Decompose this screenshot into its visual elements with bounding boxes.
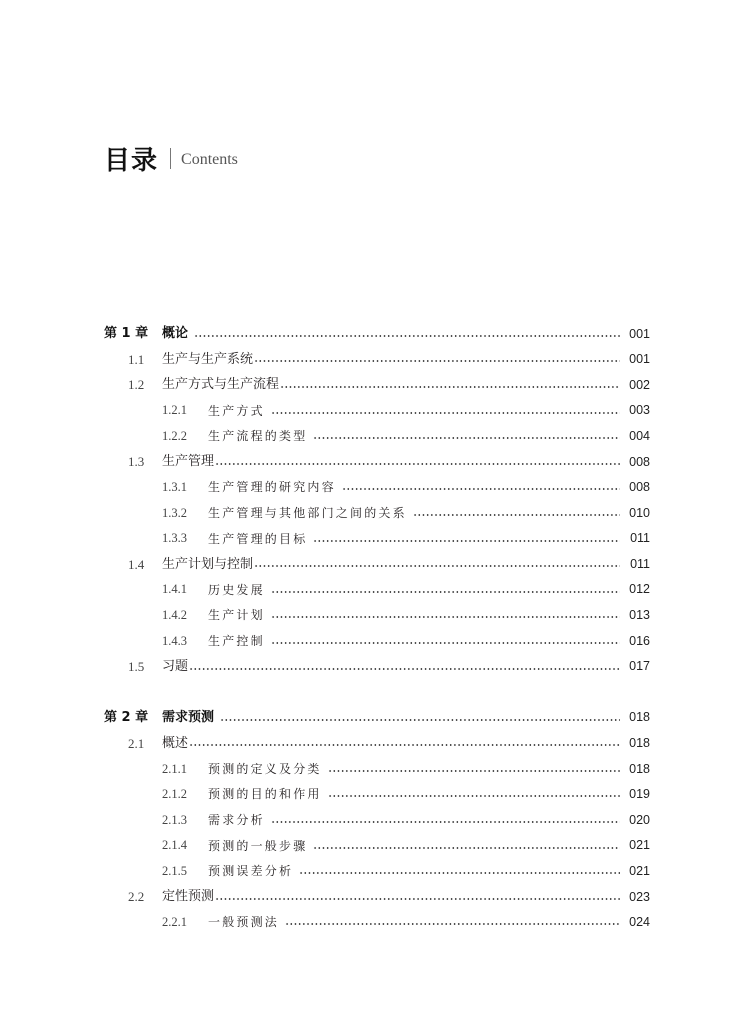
toc-page-number: 011: [630, 556, 650, 571]
dot-leader: [271, 616, 620, 618]
toc-entry-title: 生产计划: [208, 608, 265, 623]
toc-entry-title: 生产方式与生产流程: [162, 377, 280, 393]
toc-subsection-entry[interactable]: [104, 526, 650, 552]
toc-subsection-entry[interactable]: [104, 500, 650, 526]
toc-page-number: 016: [629, 633, 650, 648]
toc-section-entry[interactable]: [104, 551, 650, 577]
dot-leader: [285, 923, 620, 925]
toc-entry-title: 需求分析: [208, 813, 265, 828]
toc-subsection-entry[interactable]: [104, 782, 650, 808]
toc-entry-number: 2.1.2: [162, 787, 187, 802]
dot-leader: [271, 412, 620, 414]
toc-subsection-entry[interactable]: [104, 423, 650, 449]
toc-page-number: 003: [629, 403, 650, 418]
toc-chapter-entry[interactable]: [104, 321, 650, 347]
dot-leader: [215, 898, 620, 900]
toc-entry-number: 第 1 章: [104, 326, 149, 342]
toc-page-number: 008: [629, 480, 650, 495]
page-title: 目录: [104, 145, 159, 176]
title-divider: [170, 148, 171, 169]
toc-page-number: 017: [629, 659, 650, 674]
toc-entry-title: 概论: [162, 326, 189, 342]
toc-entry-number: 2.1.3: [162, 812, 187, 827]
toc-entry-title: 习题: [162, 659, 189, 675]
toc-entry-title: 生产管理的研究内容: [208, 480, 336, 495]
toc-subsection-entry[interactable]: [104, 475, 650, 501]
toc-entry-number: 1.3.2: [162, 505, 187, 520]
toc-entry-title: 生产与生产系统: [162, 351, 254, 367]
dot-leader: [189, 744, 620, 746]
toc-entry-title: 定性预测: [162, 889, 215, 905]
toc-entry-number: 2.2: [128, 889, 145, 905]
toc-entry-title: 生产方式: [208, 403, 265, 418]
toc-entry-number: 2.1: [128, 735, 145, 751]
dot-leader: [413, 514, 620, 516]
dot-leader: [254, 360, 620, 362]
toc-entry-number: 1.4: [128, 556, 145, 572]
toc-page-number: 021: [629, 838, 650, 853]
dot-leader: [194, 335, 620, 337]
toc-page-number: 011: [630, 531, 650, 546]
toc-entry-number: 1.4.3: [162, 633, 187, 648]
dot-leader: [299, 872, 620, 874]
toc-page-number: 024: [629, 915, 650, 930]
toc-section-entry[interactable]: [104, 654, 650, 680]
dot-leader: [271, 821, 620, 823]
toc-entry-title: 生产流程的类型: [208, 429, 308, 444]
toc-page-number: 020: [629, 812, 650, 827]
toc-page-number: 008: [629, 454, 650, 469]
toc-page-number: 001: [629, 352, 650, 367]
toc-subsection-entry[interactable]: [104, 756, 650, 782]
page-subtitle: Contents: [181, 151, 238, 168]
toc-page-number: 001: [629, 326, 650, 341]
dot-leader: [189, 668, 620, 670]
dot-leader: [342, 488, 620, 490]
toc-subsection-entry[interactable]: [104, 833, 650, 859]
toc-section-entry[interactable]: [104, 884, 650, 910]
dot-leader: [254, 565, 620, 567]
toc-entry-title: 一般预测法: [208, 915, 280, 930]
toc-entry-number: 2.2.1: [162, 915, 187, 930]
dot-leader: [328, 795, 620, 797]
toc-subsection-entry[interactable]: [104, 628, 650, 654]
dot-leader: [313, 540, 620, 542]
toc-entry-number: 1.1: [128, 351, 145, 367]
toc-page-number: 018: [629, 710, 650, 725]
toc-page-number: 002: [629, 377, 650, 392]
toc-entry-title: 生产管理: [162, 454, 215, 470]
toc-subsection-entry[interactable]: [104, 398, 650, 424]
toc-page-number: 004: [629, 428, 650, 443]
toc-page-number: 010: [629, 505, 650, 520]
toc-subsection-entry[interactable]: [104, 910, 650, 936]
toc-entry-title: 需求预测: [162, 710, 215, 726]
toc-page-number: 021: [629, 864, 650, 879]
toc-entry-title: 预测的一般步骤: [208, 838, 308, 853]
toc-entry-number: 1.3.3: [162, 531, 187, 546]
toc-page-number: 012: [629, 582, 650, 597]
toc-subsection-entry[interactable]: [104, 858, 650, 884]
toc-page-number: 023: [629, 889, 650, 904]
dot-leader: [280, 386, 620, 388]
chapter-spacer: [104, 679, 650, 705]
toc-section-entry[interactable]: [104, 449, 650, 475]
toc-entry-title: 预测的目的和作用: [208, 787, 322, 802]
toc-subsection-entry[interactable]: [104, 603, 650, 629]
toc-entry-number: 1.2: [128, 377, 145, 393]
toc-section-entry[interactable]: [104, 731, 650, 757]
dot-leader: [220, 719, 620, 721]
toc-chapter-entry[interactable]: [104, 705, 650, 731]
toc-entry-number: 1.4.1: [162, 582, 187, 597]
toc-entry-title: 历史发展: [208, 582, 265, 597]
toc-entry-number: 1.2.1: [162, 403, 187, 418]
toc-page-number: 018: [629, 761, 650, 776]
toc-entry-number: 2.1.5: [162, 864, 187, 879]
toc-entry-number: 1.4.2: [162, 608, 187, 623]
toc-entry-title: 预测误差分析: [208, 864, 294, 879]
toc-entry-title: 生产管理与其他部门之间的关系: [208, 505, 407, 520]
toc-entry-title: 生产控制: [208, 633, 265, 648]
toc-entry-number: 1.3.1: [162, 480, 187, 495]
toc-page-number: 018: [629, 736, 650, 751]
toc-header: [104, 142, 238, 174]
toc-entry-title: 预测的定义及分类: [208, 761, 322, 776]
dot-leader: [328, 770, 620, 772]
toc-page-number: 019: [629, 787, 650, 802]
dot-leader: [271, 642, 620, 644]
toc-entry-number: 1.5: [128, 659, 145, 675]
dot-leader: [313, 437, 620, 439]
dot-leader: [313, 847, 620, 849]
dot-leader: [215, 463, 620, 465]
toc-section-entry[interactable]: [104, 372, 650, 398]
toc-subsection-entry[interactable]: [104, 577, 650, 603]
toc-entry-number: 2.1.1: [162, 761, 187, 776]
toc-entry-number: 1.3: [128, 454, 145, 470]
toc-page-number: 013: [629, 608, 650, 623]
toc-entry-number: 1.2.2: [162, 428, 187, 443]
toc-subsection-entry[interactable]: [104, 807, 650, 833]
toc-entry-number: 第 2 章: [104, 710, 149, 726]
toc-entry-title: 生产管理的目标: [208, 531, 308, 546]
toc-entry-title: 概述: [162, 735, 189, 751]
dot-leader: [271, 591, 620, 593]
toc-section-entry[interactable]: [104, 347, 650, 373]
toc-entry-number: 2.1.4: [162, 838, 187, 853]
toc-entry-title: 生产计划与控制: [162, 556, 254, 572]
table-of-contents: [104, 321, 650, 935]
